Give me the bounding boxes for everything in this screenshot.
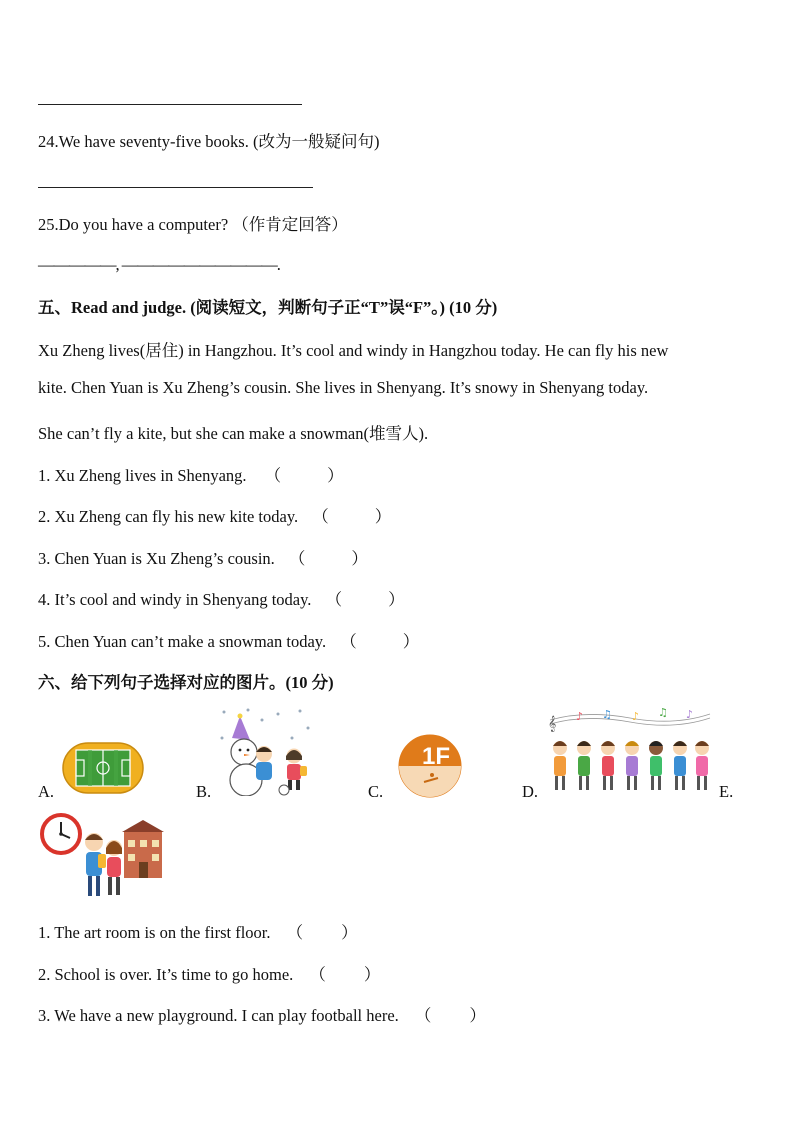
first-floor-sign-icon <box>394 734 466 798</box>
svg-text:♪: ♪ <box>686 708 694 721</box>
option-e-letter: E. <box>719 782 734 801</box>
football-field-icon <box>62 742 144 794</box>
section-5-heading: 五、Read and judge. (阅读短文，判断句子正“T”误“F”。) (10 分) <box>38 298 498 317</box>
answer-paren[interactable]: （ ） <box>414 1006 486 1025</box>
school-over-icon <box>40 812 164 900</box>
option-d-letter: D. <box>522 782 539 801</box>
judge-item-text: 2. Xu Zheng can fly his new kite today. <box>38 507 299 526</box>
answer-blanks-25[interactable]: —————, ——————————. <box>38 255 280 274</box>
answer-line-24[interactable] <box>38 187 313 188</box>
match-item-3 <box>38 1002 486 1026</box>
match-item-1 <box>38 919 358 943</box>
match-item-2 <box>38 961 380 985</box>
option-c-letter: C. <box>368 782 384 801</box>
answer-paren[interactable]: （ ） <box>288 549 368 568</box>
floor-sign-label: 1F <box>422 743 451 770</box>
judge-item-text: 4. It’s cool and windy in Shenyang today. <box>38 590 312 609</box>
judge-item-5 <box>38 628 419 652</box>
section-6-heading: 六、给下列句子选择对应的图片。(10 分) <box>38 673 334 692</box>
judge-item-3 <box>38 545 368 569</box>
svg-text:♫: ♫ <box>602 708 612 721</box>
match-item-text: 1. The art room is on the first floor. <box>38 923 271 942</box>
snowman-icon <box>218 708 314 796</box>
option-b-letter: B. <box>196 782 212 801</box>
svg-text:𝄞: 𝄞 <box>548 716 557 732</box>
answer-paren[interactable]: （ ） <box>309 965 381 984</box>
judge-item-text: 5. Chen Yuan can’t make a snowman today. <box>38 632 327 651</box>
match-item-text: 2. School is over. It’s time to go home. <box>38 965 294 984</box>
svg-text:♫: ♫ <box>658 706 668 719</box>
question-24: 24.We have seventy-five books. (改为一般疑问句) <box>38 132 380 151</box>
answer-paren[interactable]: （ ） <box>264 466 344 485</box>
judge-item-2 <box>38 503 391 527</box>
passage-line-2: kite. Chen Yuan is Xu Zheng’s cousin. She lives in Shenyang. It’s snowy in Shenyang today. <box>38 378 649 397</box>
svg-text:♪: ♪ <box>632 710 640 723</box>
passage-line-1: Xu Zheng lives(居住) in Hangzhou. It’s cool and windy in Hangzhou today. He can fly his new <box>38 341 669 360</box>
svg-text:♪: ♪ <box>576 710 584 723</box>
answer-line-23[interactable] <box>38 104 302 105</box>
match-item-text: 3. We have a new playground. I can play football here. <box>38 1006 399 1025</box>
question-25: 25.Do you have a computer? （作肯定回答） <box>38 215 348 234</box>
judge-item-1 <box>38 462 344 486</box>
answer-paren[interactable]: （ ） <box>312 507 392 526</box>
option-a-letter: A. <box>38 782 55 801</box>
answer-paren[interactable]: （ ） <box>286 923 358 942</box>
answer-paren[interactable]: （ ） <box>325 590 405 609</box>
judge-item-4 <box>38 586 405 610</box>
passage-line-3: She can’t fly a kite, but she can make a snowman(堆雪人). <box>38 424 429 443</box>
singing-children-icon <box>546 706 714 798</box>
judge-item-text: 3. Chen Yuan is Xu Zheng’s cousin. <box>38 549 275 568</box>
answer-paren[interactable]: （ ） <box>340 632 420 651</box>
judge-item-text: 1. Xu Zheng lives in Shenyang. <box>38 466 247 485</box>
